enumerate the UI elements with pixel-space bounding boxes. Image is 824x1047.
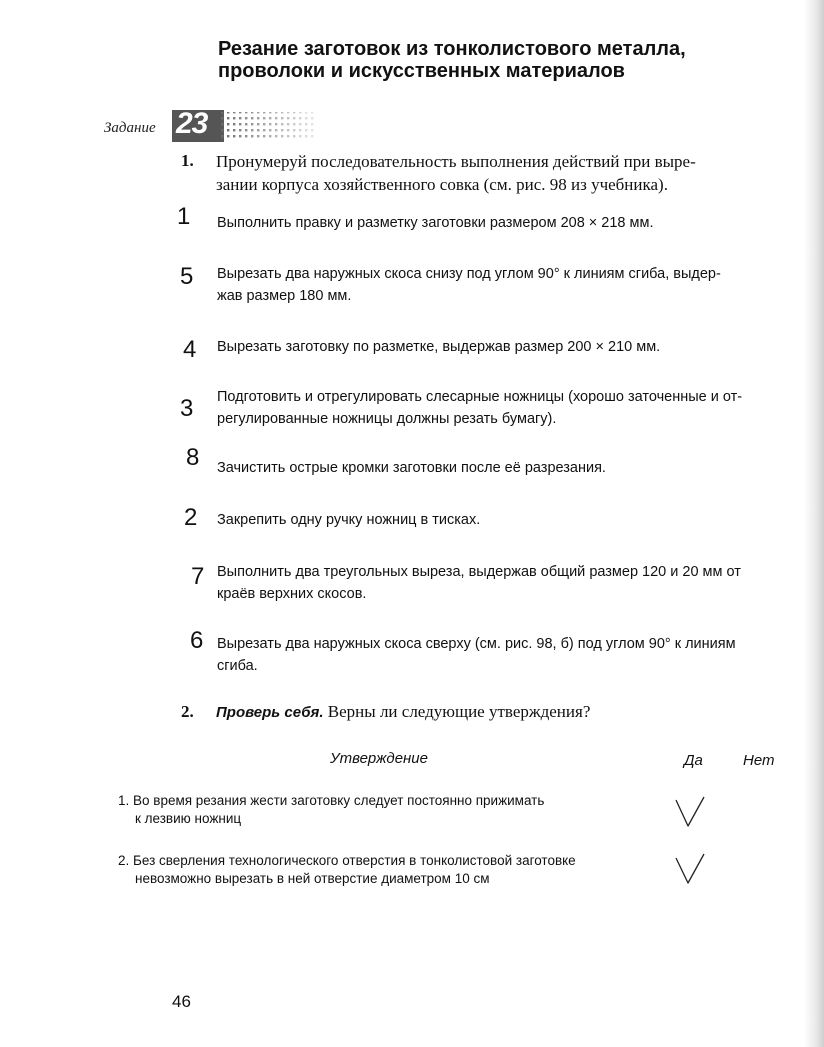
statement-row-2 xyxy=(118,852,673,888)
page-edge-shadow xyxy=(804,0,824,1047)
step-8-line-1: Вырезать два наружных скоса сверху (см. рис. 98, б) под углом 90° к линиям xyxy=(217,636,736,652)
question-2-text xyxy=(216,702,590,722)
title-line-1: Резание заготовок из тонколистового металла, xyxy=(218,38,686,60)
question-1-line-2: зании корпуса хозяйственного совка (см. рис. 98 из учебника). xyxy=(216,175,668,194)
column-header-statement: Утверждение xyxy=(330,750,428,767)
title-line-2: проволоки и искусственных материалов xyxy=(218,60,625,82)
step-2-text xyxy=(217,263,802,307)
step-8-number: 6 xyxy=(190,627,204,654)
step-5-line-1: Зачистить острые кромки заготовки после её разрезания. xyxy=(217,460,606,476)
column-header-no: Нет xyxy=(743,752,775,769)
question-2-rest: Верны ли следующие утверждения? xyxy=(323,702,591,721)
step-3-number: 4 xyxy=(183,336,197,363)
step-4-line-1: Подготовить и отрегулировать слесарные ножницы (хорошо заточенные и от- xyxy=(217,389,743,405)
task-number: 23 xyxy=(176,107,208,140)
page-number: 46 xyxy=(172,992,191,1011)
statement-1-line-1: 1. Во время резания жести заготовку следует постоянно прижимать xyxy=(118,793,545,808)
statement-1-line-2: к лезвию ножниц xyxy=(135,811,242,826)
step-4-line-2: регулированные ножницы должны резать бумагу). xyxy=(217,411,557,427)
question-2-bold: Проверь себя. xyxy=(216,704,324,721)
question-1-text xyxy=(216,150,806,196)
statement-2-line-2: невозможно вырезать в ней отверстие диаметром 10 см xyxy=(135,871,490,886)
step-4-number: 3 xyxy=(180,395,194,422)
step-6-line-1: Закрепить одну ручку ножниц в тисках. xyxy=(217,512,481,528)
step-2-line-1: Вырезать два наружных скоса снизу под углом 90° к линиям сгиба, выдер- xyxy=(217,266,721,282)
column-header-yes: Да xyxy=(684,752,703,769)
step-1-number: 1 xyxy=(177,203,191,230)
question-1-line-1: Пронумеруй последовательность выполнения действий при выре- xyxy=(216,152,696,171)
checkmark-icon[interactable] xyxy=(675,795,705,829)
step-6-text xyxy=(217,509,802,531)
step-2-line-2: жав размер 180 мм. xyxy=(217,288,352,304)
step-1-line-1: Выполнить правку и разметку заготовки размером 208 × 218 мм. xyxy=(217,215,654,231)
step-4-text xyxy=(217,386,802,430)
step-7-text xyxy=(217,561,802,605)
step-5-number: 8 xyxy=(186,444,200,471)
step-7-line-1: Выполнить два треугольных выреза, выдержав общий размер 120 и 20 мм от xyxy=(217,564,741,580)
step-3-text xyxy=(217,336,802,358)
page-title xyxy=(218,38,738,82)
task-label: Задание xyxy=(104,120,156,136)
checkmark-icon[interactable] xyxy=(675,852,705,886)
statement-2-line-1: 2. Без сверления технологического отверстия в тонколистовой заготовке xyxy=(118,853,576,868)
step-6-number: 2 xyxy=(184,504,198,531)
step-8-line-2: сгиба. xyxy=(217,658,258,674)
step-7-number: 7 xyxy=(191,563,205,590)
step-3-line-1: Вырезать заготовку по разметке, выдержав размер 200 × 210 мм. xyxy=(217,339,661,355)
step-1-text xyxy=(217,212,802,234)
question-1-number: 1. xyxy=(181,151,194,170)
step-7-line-2: краёв верхних скосов. xyxy=(217,586,367,602)
step-5-text xyxy=(217,457,802,479)
question-2-number: 2. xyxy=(181,702,194,721)
statement-row-1 xyxy=(118,792,673,828)
step-2-number: 5 xyxy=(180,263,194,290)
step-8-text xyxy=(217,633,802,677)
